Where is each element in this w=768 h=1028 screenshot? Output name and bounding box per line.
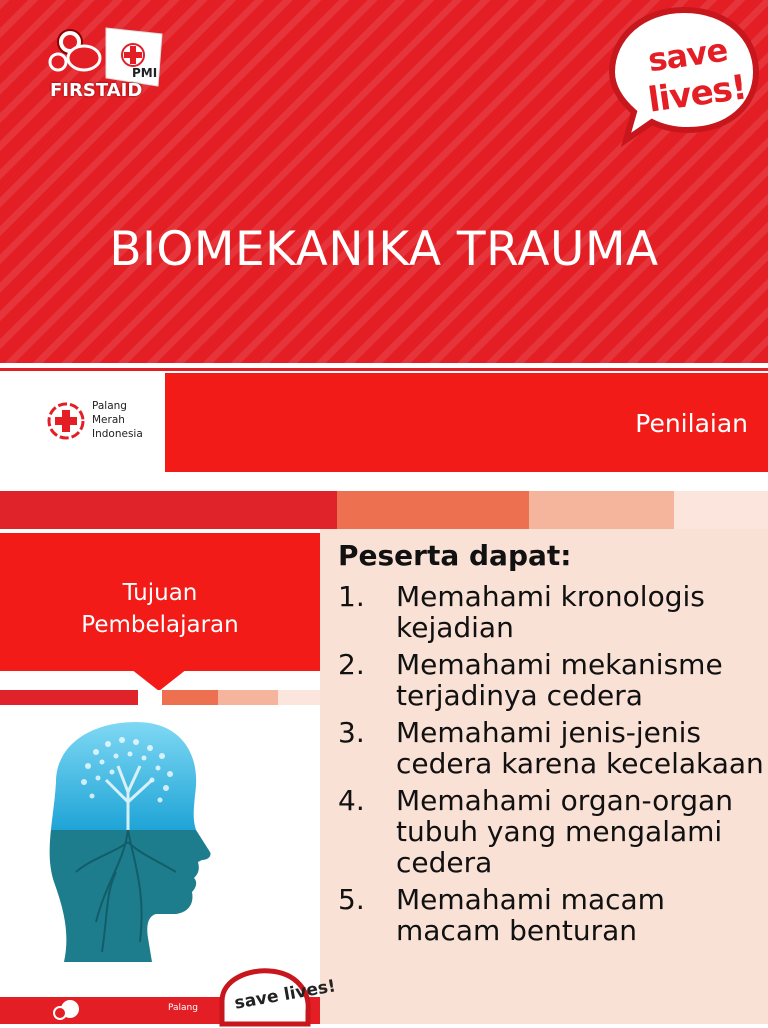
objectives-panel: [320, 529, 768, 1024]
objective-item: [338, 581, 768, 643]
mini-stripe-2: [162, 690, 218, 705]
section-header-band: [165, 373, 768, 472]
mini-color-stripe: [0, 690, 320, 705]
pmi-org-name: [92, 399, 143, 441]
head-illustration: [36, 722, 216, 962]
objective-text: Memahami jenis-jenis cedera karena kecelakaan: [396, 716, 764, 780]
stripe-segment-2: [337, 491, 529, 529]
objective-item: [338, 884, 768, 946]
objective-text: Memahami mekanisme terjadinya cedera: [396, 648, 723, 712]
pmi-logo: [46, 397, 156, 447]
stripe-segment-1: [0, 491, 337, 529]
objective-text: Memahami organ-organ tubuh yang mengalami cedera: [396, 784, 733, 879]
objective-number: 2.: [338, 648, 365, 681]
top-divider: [0, 368, 768, 371]
section-title-line2: Pembelajaran: [81, 612, 239, 638]
title-slide: [0, 0, 768, 363]
objectives-intro: Peserta dapat:: [338, 539, 572, 572]
title-box-notch: [131, 669, 187, 691]
save-lives-line1: save: [645, 30, 730, 80]
left-panel: [0, 529, 338, 1024]
first-aid-logo: [44, 20, 174, 100]
pmi-logo-text: PMI: [132, 66, 158, 80]
mini-save-lives-text: save lives!: [233, 976, 338, 1014]
mini-slide-preview: [0, 971, 338, 1024]
mini-stripe-1: [0, 690, 138, 705]
section-title-line1: Tujuan: [122, 580, 198, 606]
save-lives-line2: lives!: [645, 67, 749, 121]
objective-text: Memahami kronologis kejadian: [396, 580, 705, 644]
objective-number: 5.: [338, 883, 365, 916]
objective-number: 1.: [338, 580, 365, 613]
section-slide: [0, 363, 768, 529]
objectives-slide: [0, 529, 768, 1024]
section-label: Penilaian: [635, 409, 748, 438]
mini-stripe-4: [278, 690, 320, 705]
color-stripe-bar: [0, 491, 768, 529]
pmi-org-line2: Merah: [92, 414, 125, 426]
objective-number: 4.: [338, 784, 365, 817]
save-lives-badge: [608, 6, 760, 146]
section-title-box: [0, 533, 320, 671]
objective-text: Memahami macam macam benturan: [396, 883, 665, 947]
stripe-segment-4: [674, 491, 768, 529]
objectives-list: [338, 581, 768, 952]
objective-number: 3.: [338, 716, 365, 749]
mini-stripe-gap: [138, 690, 162, 705]
red-cross-flower-icon: [46, 397, 86, 445]
slide-title: BIOMEKANIKA TRAUMA: [109, 222, 659, 277]
objective-item: [338, 785, 768, 878]
section-title: [0, 577, 320, 641]
mini-stripe-3: [218, 690, 278, 705]
head-tree-icon: [36, 722, 216, 962]
objective-item: [338, 649, 768, 711]
first-aid-logo-text: FIRSTAID: [50, 80, 143, 101]
pmi-org-line1: Palang: [92, 400, 127, 412]
stripe-segment-3: [529, 491, 674, 529]
mini-org-text: Palang: [168, 1003, 198, 1013]
pmi-org-line3: Indonesia: [92, 428, 143, 440]
objective-item: [338, 717, 768, 779]
